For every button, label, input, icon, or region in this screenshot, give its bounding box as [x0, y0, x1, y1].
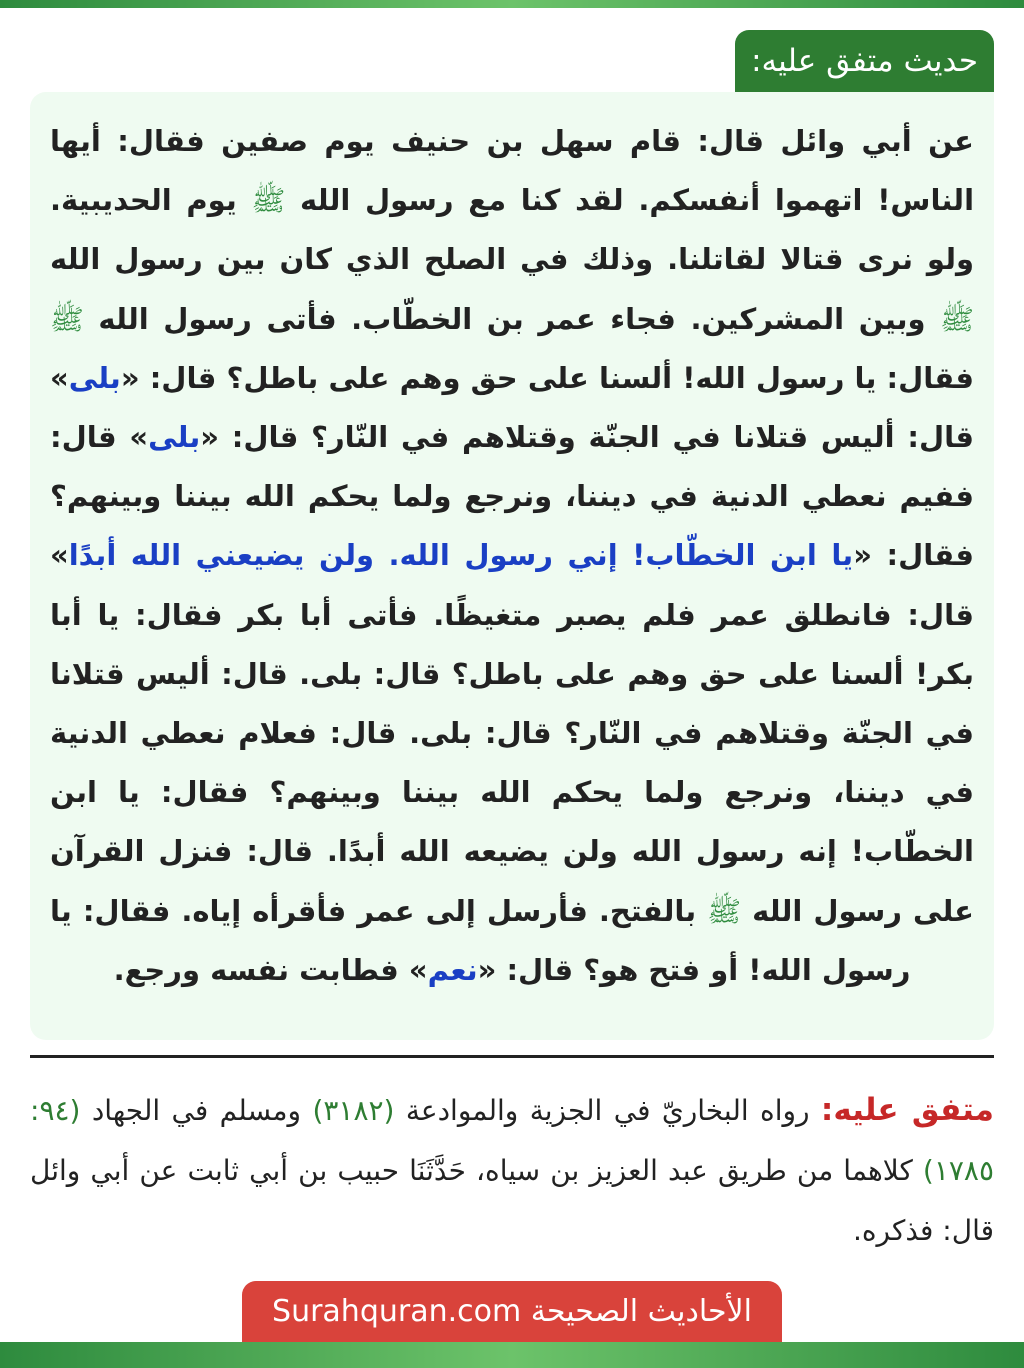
source-text: رواه البخاريّ في الجزية والموادعة	[394, 1094, 821, 1127]
footer-brand-badge	[242, 1281, 782, 1343]
source-label: متفق عليه:	[820, 1092, 994, 1128]
salutation-glyph: ﷺ	[50, 302, 84, 336]
footer-brand-label: الأحاديث الصحيحة Surahquran.com	[272, 1294, 752, 1329]
source-text: كلاهما من طريق عبد العزيز بن سياه، حَدَّثَنَا حبيب بن أبي ثابت عن أبي وائل قال: فذكره.	[30, 1154, 994, 1247]
hadith-segment: فقال: يا رسول الله! ألسنا على حق وهم على باطل؟ قال: «	[120, 360, 974, 395]
reference-number: (٩٤: ١٧٨٥)	[30, 1094, 994, 1187]
salutation-glyph: ﷺ	[707, 894, 742, 928]
salutation-glyph: ﷺ	[251, 184, 286, 218]
hadith-segment: عن أبي وائل قال: قام سهل بن حنيف يوم صفين فقال: أيها الناس! اتهموا أنفسكم. لقد كنا مع رسول الله	[50, 124, 975, 218]
reference-number: (٣١٨٢)	[312, 1094, 395, 1127]
salutation-glyph: ﷺ	[940, 302, 974, 336]
source-note	[30, 1080, 994, 1261]
section-title: حديث متفق عليه:	[751, 43, 978, 79]
hadith-segment: » قال: فانطلق عمر فلم يصبر متغيظًا. فأتى أبا بكر فقال: يا أبا بكر! ألسنا على حق وهم على باطل؟ قال: بلى. قال: أليس قتلانا في الجنّة وقتلاهم في النّار؟ قال: بلى. قال: فعلام نعطي الدنية في ديننا، ونرجع ولما يحكم الله بيننا وبينهم؟ فقال: يا ابن الخطّاب! إنه رسول الله ولن يضيعه الله أبدًا. قال: فنزل القرآن على رسول الله	[50, 538, 974, 928]
section-title-badge	[735, 30, 994, 92]
hadith-segment: » قال: ففيم نعطي الدنية في ديننا، ونرجع ولما يحكم الله بيننا وبينهم؟ فقال: «	[50, 420, 974, 573]
hadith-segment: يوم الحديبية. ولو نرى قتالا لقاتلنا. وذلك في الصلح الذي كان بين رسول الله	[50, 183, 974, 277]
hadith-segment: » قال: أليس قتلانا في الجنّة وقتلاهم في النّار؟ قال: «	[50, 360, 974, 455]
prophet-quote: نعم	[427, 952, 478, 987]
hadith-segment: » فطابت نفسه ورجع.	[113, 952, 428, 987]
prophet-quote: يا ابن الخطّاب! إني رسول الله. ولن يضيعني الله أبدًا	[68, 538, 854, 573]
hadith-text	[50, 112, 974, 1000]
hadith-segment: وبين المشركين. فجاء عمر بن الخطّاب. فأتى رسول الله	[83, 301, 941, 336]
prophet-quote: بلى	[148, 420, 201, 455]
top-decor-bar	[0, 0, 1024, 8]
hadith-segment: بالفتح. فأرسل إلى عمر فأقرأه إياه. فقال: يا رسول الله! أو فتح هو؟ قال: «	[50, 893, 911, 987]
hadith-box	[30, 92, 994, 1040]
prophet-quote: بلى	[68, 360, 121, 395]
bottom-decor-bar	[0, 1342, 1024, 1368]
divider	[30, 1055, 994, 1058]
source-text: ومسلم في الجهاد	[80, 1094, 313, 1127]
